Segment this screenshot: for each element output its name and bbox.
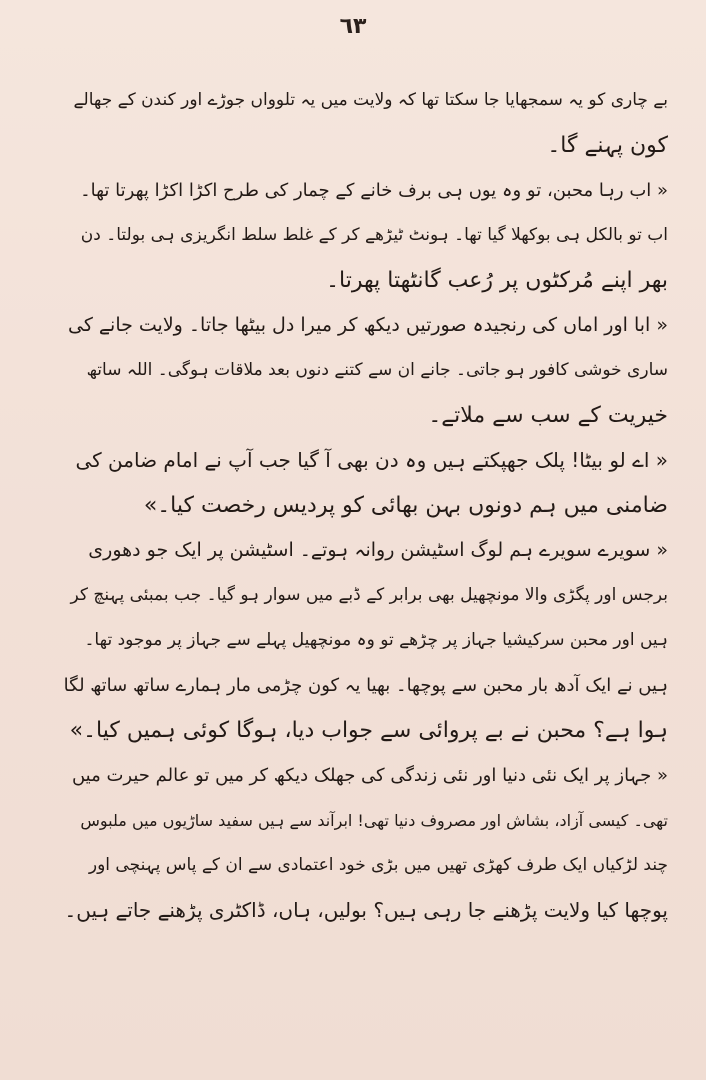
text-line: ساری خوشی کافور ہو جاتی۔ جانے ان سے کتنے دنوں بعد ملاقات ہوگی۔ اللہ ساتھ	[86, 360, 668, 380]
text-line: خیریت کے سب سے ملاتے۔	[428, 403, 668, 428]
text-line: « جہاز پر ایک نئی دنیا اور نئی زندگی کی جھلک دیکھ کر میں تو عالم حیرت میں	[71, 765, 668, 786]
text-line: کون پہنے گا۔	[547, 133, 668, 158]
text-line: « اب رہا محبن، تو وہ یوں ہی برف خانے کے چمار کی طرح اکڑا اکڑا پھرتا تھا۔	[80, 180, 668, 201]
text-line: ضامنی میں ہم دونوں بہن بھائی کو پردیس رخصت کیا۔»	[143, 493, 668, 518]
body-text	[62, 78, 668, 933]
text-line: « اے لو بیٹا! پلک جھپکتے ہیں وہ دن بھی آ گیا جب آپ نے امام ضامن کی	[75, 448, 668, 472]
text-line: اب تو بالکل ہی بوکھلا گیا تھا۔ ہونٹ ٹیڑھے کر کے غلط سلط انگریزی ہی بولتا۔ دن	[80, 225, 668, 245]
page-number: ٦٣	[339, 14, 367, 39]
text-line: « ابا اور اماں کی رنجیدہ صورتیں دیکھ کر میرا دل بیٹھا جاتا۔ ولایت جانے کی	[67, 314, 668, 336]
text-line: ہیں نے ایک آدھ بار محبن سے پوچھا۔ بھیا یہ کون چڑمی مار ہمارے ساتھ ساتھ لگا	[63, 675, 668, 696]
text-line: ہیں اور محبن سرکیشیا جہاز پر چڑھے تو وہ مونچھیل پہلے سے جہاز پر موجود تھا۔	[84, 630, 668, 650]
text-line: تھی۔ کیسی آزاد، بشاش اور مصروف دنیا تھی! ابرآند سے ہیں سفید ساڑیوں میں ملبوس	[80, 811, 668, 830]
text-line: برجس اور پگڑی والا مونچھیل بھی برابر کے ڈبے میں سوار ہو گیا۔ جب بمبئی پہنچ کر	[70, 585, 668, 605]
text-line: پوچھا کیا ولایت پڑھنے جا رہی ہیں؟ بولیں، ہاں، ڈاکٹری پڑھنے جاتے ہیں۔	[64, 898, 668, 922]
text-line: « سویرے سویرے ہم لوگ اسٹیشن روانہ ہوتے۔ اسٹیشن پر ایک جو دھوری	[88, 539, 668, 561]
text-line: چند لڑکیاں ایک طرف کھڑی تھیں میں بڑی خود اعتمادی سے ان کے پاس پہنچی اور	[88, 855, 668, 875]
text-line: بے چاری کو یہ سمجھایا جا سکتا تھا کہ ولایت میں یہ تلوواں جوڑے اور کندن کے جھالے	[73, 90, 668, 110]
text-line: ہوا ہے؟ محبن نے بے پروائی سے جواب دیا، ہوگا کوئی ہمیں کیا۔»	[69, 718, 668, 743]
text-line: بھر اپنے مُرکٹوں پر رُعب گانٹھتا پھرتا۔	[326, 268, 668, 293]
